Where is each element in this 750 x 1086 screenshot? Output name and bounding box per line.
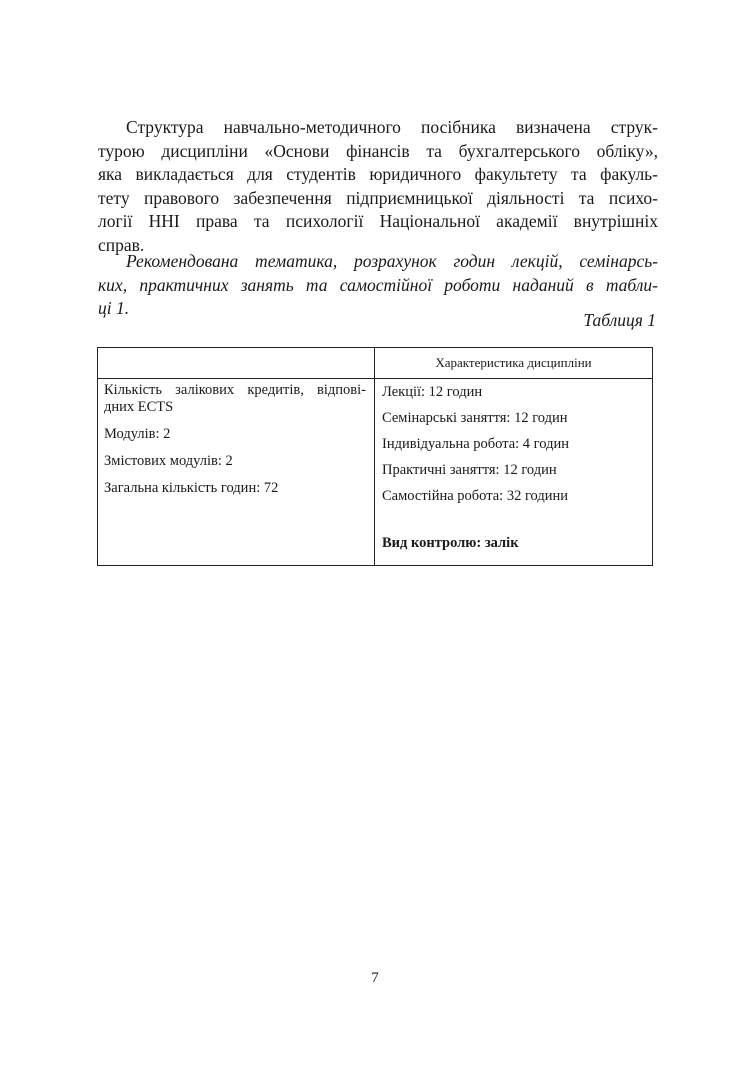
paragraph-line: Рекомендована тематика, розрахунок годин лекцій, семінарсь- bbox=[126, 251, 658, 271]
seminars-item: Семінарські заняття: 12 годин bbox=[382, 410, 568, 426]
practical-item: Практичні заняття: 12 годин bbox=[382, 462, 557, 478]
paragraph-line: ких, практичних занять та самостійної роботи наданий в табли- bbox=[98, 274, 658, 295]
table-row-divider bbox=[98, 378, 652, 379]
table-left-cell bbox=[104, 382, 366, 497]
paragraph-line: ці 1. bbox=[98, 298, 130, 319]
paragraph-line: Структура навчально-методичного посібника визначена струк- bbox=[126, 117, 658, 137]
paragraph-line: логії ННІ права та психології Національної академії внутрішніх bbox=[98, 211, 658, 232]
total-hours-item: Загальна кількість годин: 72 bbox=[104, 480, 279, 496]
paragraph-line: тету правового забезпечення підприємницької діяльності та психо- bbox=[98, 187, 658, 208]
content-modules-item: Змістових модулів: 2 bbox=[104, 453, 233, 469]
control-type-item: Вид контролю: залік bbox=[382, 535, 519, 551]
table-reference-paragraph bbox=[98, 250, 658, 321]
table-caption: Таблиця 1 bbox=[583, 310, 656, 330]
paragraph-line: яка викладається для студентів юридичного факультету та факуль- bbox=[98, 164, 658, 185]
table-header-cell: Характеристика дисципліни bbox=[435, 355, 592, 370]
lectures-item: Лекції: 12 годин bbox=[382, 384, 483, 400]
intro-paragraph bbox=[98, 116, 658, 258]
table-right-cell bbox=[382, 384, 648, 552]
paragraph-line: турою дисципліни «Основи фінансів та бухгалтерського обліку», bbox=[98, 140, 658, 161]
table-column-divider bbox=[374, 348, 375, 565]
page-number: 7 bbox=[371, 970, 379, 986]
individual-work-item: Індивідуальна робота: 4 годин bbox=[382, 436, 569, 452]
credits-line: Кількість залікових кредитів, відпові- bbox=[104, 382, 366, 398]
credits-item bbox=[104, 382, 366, 416]
discipline-table bbox=[97, 347, 653, 566]
modules-item: Модулів: 2 bbox=[104, 426, 171, 442]
self-study-item: Самостійна робота: 32 години bbox=[382, 488, 569, 504]
paragraph-line: справ. bbox=[98, 234, 145, 255]
credits-line: дних ECTS bbox=[104, 399, 174, 415]
